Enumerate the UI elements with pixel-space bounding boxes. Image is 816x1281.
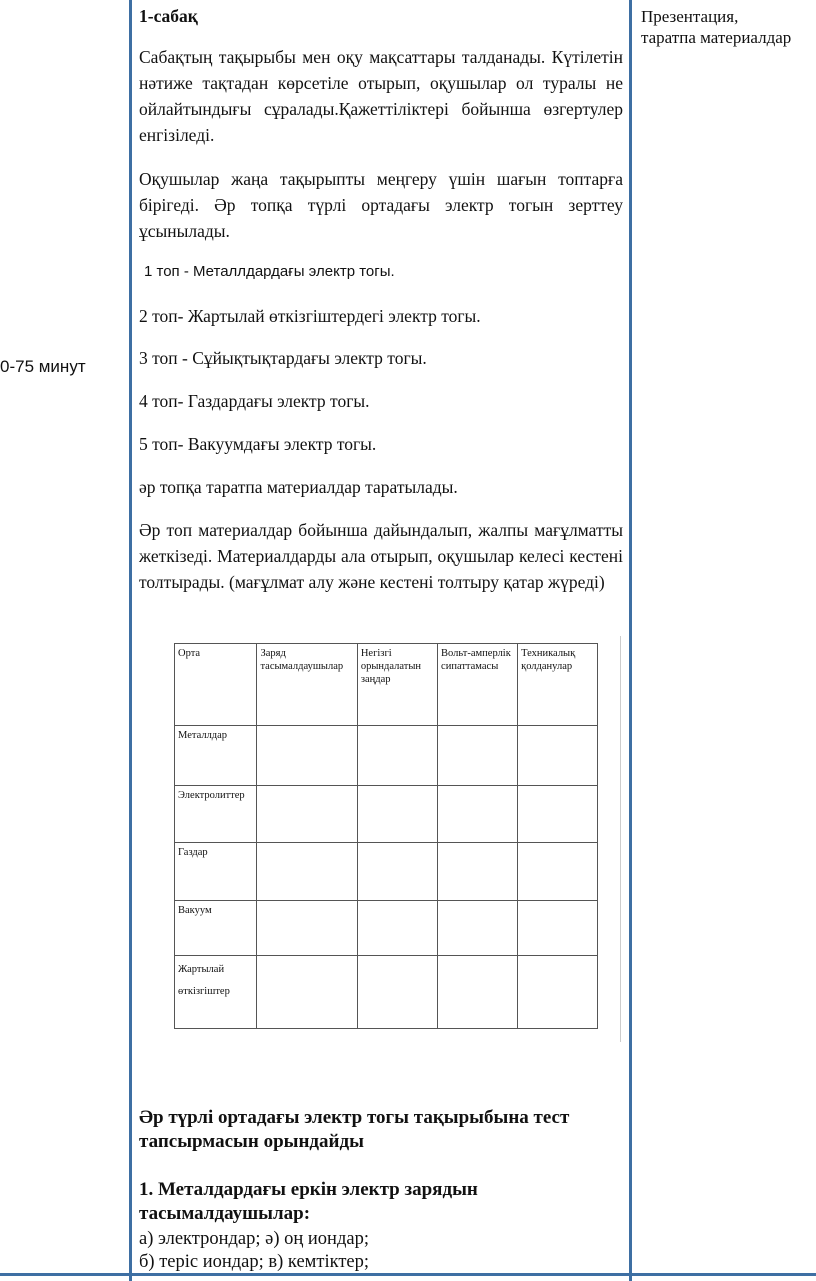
row-label: Электролиттер <box>175 786 257 843</box>
test-heading: Әр түрлі ортадағы электр тогы тақырыбына тест тапсырмасын орындайды <box>139 1107 570 1152</box>
empty-cell <box>438 786 518 843</box>
row-label: Вакуум <box>175 901 257 956</box>
lesson-paragraph-3: Әр топ материалдар бойынша дайындалып, жалпы мағұлматты жеткізеді. Материалдарды ала отырып, оқушылар келесі кестені толтырады. (мағұлмат алу және кестені толтыру қатар жүреді) <box>139 520 623 592</box>
group-4: 4 топ- Газдардағы электр тогы. <box>139 391 370 411</box>
column-divider-left <box>129 0 132 1281</box>
empty-cell <box>357 843 437 901</box>
table-row <box>175 901 598 956</box>
table-row <box>175 956 598 1029</box>
table-image-edge <box>620 636 621 1042</box>
table-row <box>175 786 598 843</box>
header-cell: Орта <box>175 644 257 726</box>
empty-cell <box>518 786 598 843</box>
lesson-title: 1-сабақ <box>139 6 198 26</box>
resources-cell <box>641 6 791 48</box>
lesson-paragraph-2: Оқушылар жаңа тақырыпты меңгеру үшін шағын топтарға бірігеді. Әр топқа түрлі ортадағы электр тогын зерттеу ұсынылады. <box>139 169 623 241</box>
test-question-1: 1. Металдардағы еркін электр зарядын тасымалдаушылар: <box>139 1179 478 1224</box>
empty-cell <box>257 843 357 901</box>
table-header-row <box>175 644 598 726</box>
header-cell: Негізгі орындалатын заңдар <box>357 644 437 726</box>
group-5: 5 топ- Вакуумдағы электр тогы. <box>139 434 377 454</box>
empty-cell <box>357 726 437 786</box>
fill-in-table <box>174 643 598 1029</box>
empty-cell <box>357 956 437 1029</box>
empty-cell <box>518 901 598 956</box>
empty-cell <box>438 726 518 786</box>
resources-line-1: Презентация, <box>641 7 739 26</box>
empty-cell <box>257 786 357 843</box>
empty-cell <box>257 956 357 1029</box>
answer-options-line-1: а) электрондар; ә) оң иондар; <box>139 1229 369 1249</box>
row-label: Жартылай өткізгіштер <box>175 956 257 1029</box>
empty-cell <box>438 843 518 901</box>
header-cell: Техникалық қолданулар <box>518 644 598 726</box>
header-cell: Вольт-амперлік сипаттамасы <box>438 644 518 726</box>
empty-cell <box>438 901 518 956</box>
empty-cell <box>518 726 598 786</box>
empty-cell <box>438 956 518 1029</box>
row-label: Газдар <box>175 843 257 901</box>
handout-note: әр топқа таратпа материалдар таратылады. <box>139 477 458 497</box>
lesson-paragraph-1: Сабақтың тақырыбы мен оқу мақсаттары талданады. Күтілетін нәтиже тақтадан көрсетіле отырып, оқушылар ол туралы не ойлайтындығы сұралады.Қажеттіліктері бойынша өзгертулер енгізіледі. <box>139 47 623 145</box>
table-bottom-border <box>0 1273 816 1276</box>
empty-cell <box>357 901 437 956</box>
group-3: 3 топ - Сұйықтықтардағы электр тогы. <box>139 348 427 368</box>
empty-cell <box>257 901 357 956</box>
empty-cell <box>518 956 598 1029</box>
group-2: 2 топ- Жартылай өткізгіштердегі электр тогы. <box>139 306 481 326</box>
answer-options-line-2: б) теріс иондар; в) кемтіктер; <box>139 1252 370 1272</box>
column-divider-right <box>629 0 632 1281</box>
header-cell: Заряд тасымалдаушылар <box>257 644 357 726</box>
row-label: Металлдар <box>175 726 257 786</box>
empty-cell <box>257 726 357 786</box>
time-cell: 0-75 минут <box>0 357 86 376</box>
empty-cell <box>357 786 437 843</box>
resources-line-2: таратпа материалдар <box>641 28 792 47</box>
empty-cell <box>518 843 598 901</box>
table-row <box>175 726 598 786</box>
group-1: 1 топ - Металлдардағы электр тогы. <box>144 263 395 280</box>
table-row <box>175 843 598 901</box>
